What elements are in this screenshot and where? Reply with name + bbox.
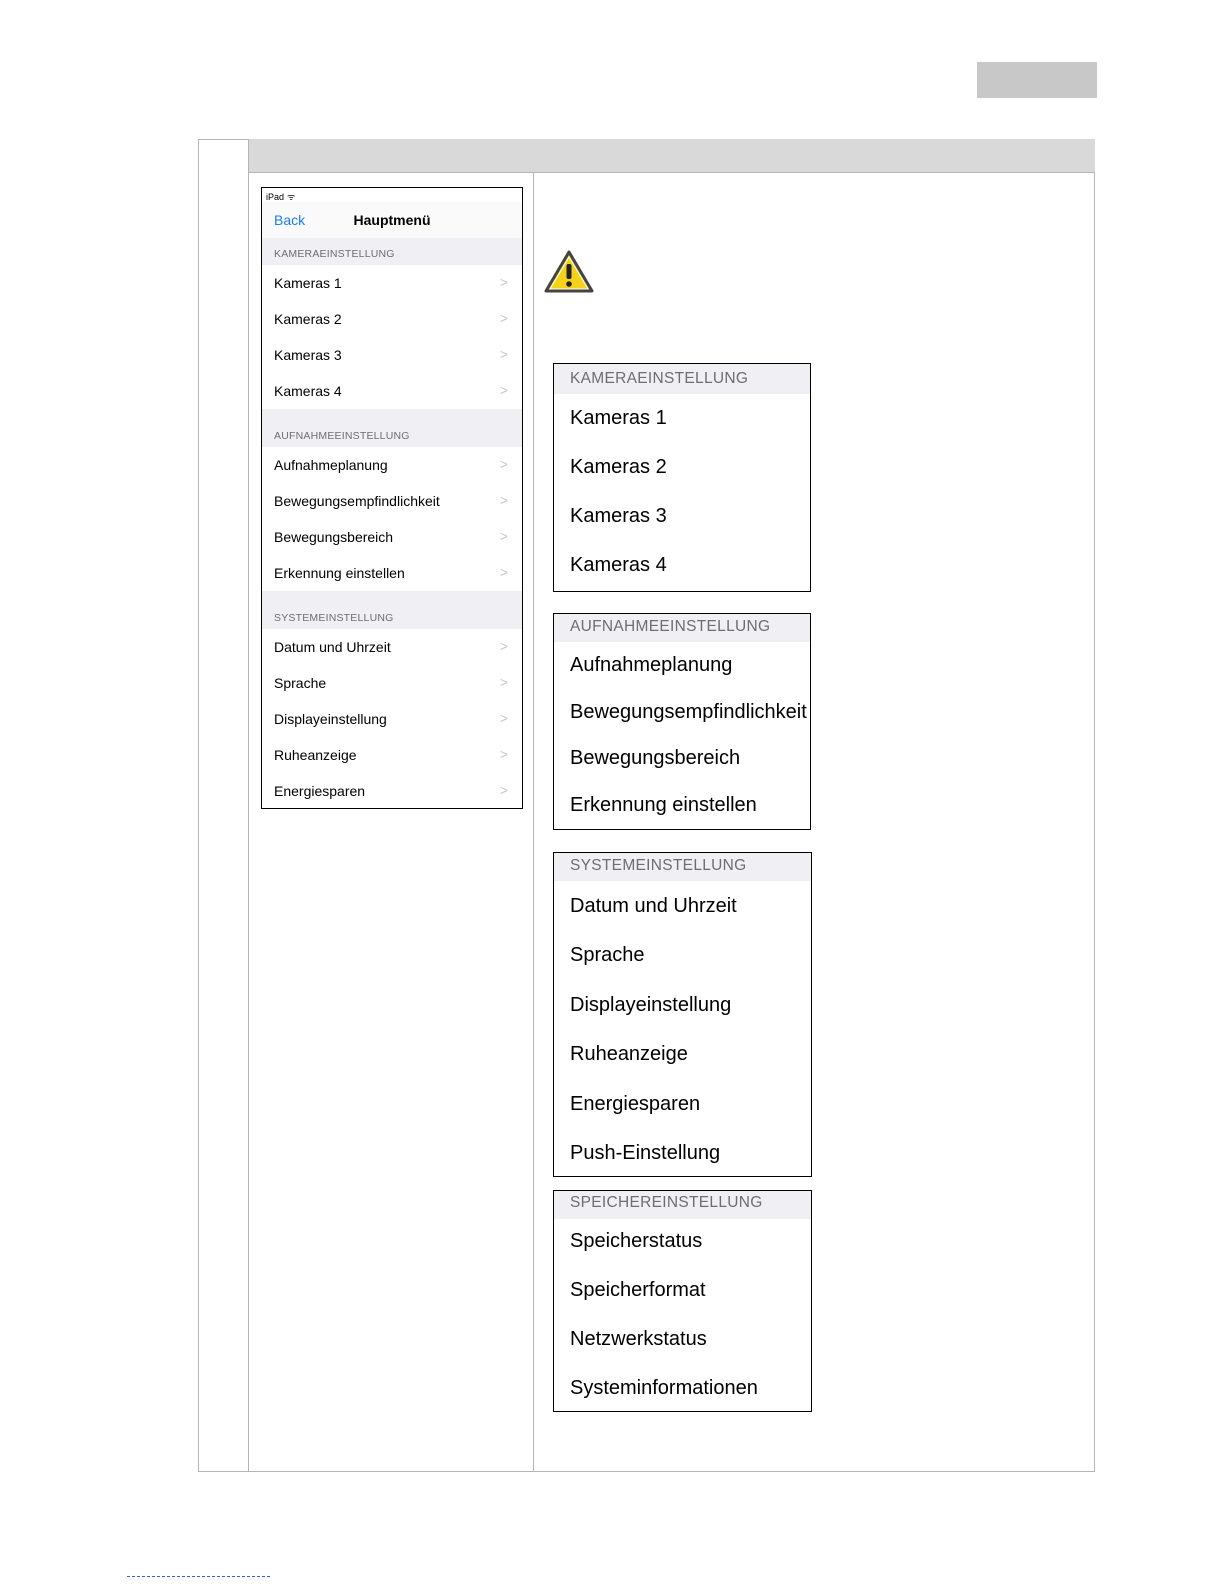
list-item[interactable] [262,519,522,555]
zoom-box-system [553,852,812,1177]
zoom-box-header-label: SYSTEMEINSTELLUNG [570,857,747,874]
section-header-label: SYSTEMEINSTELLUNG [274,612,394,624]
table-divider [248,139,249,1472]
list-item-label: Bewegungsempfindlichkeit [274,493,440,509]
zoom-item: Kameras 3 [570,505,667,527]
wifi-icon: ᯤ [287,192,296,202]
zoom-box-header-label: KAMERAEINSTELLUNG [570,370,749,387]
section-header-label: KAMERAEINSTELLUNG [274,248,395,260]
list-item-label: Bewegungsbereich [274,529,394,545]
list-item-label: Erkennung einstellen [274,565,405,581]
zoom-box-storage [553,1190,812,1412]
list-item-label: Energiesparen [274,783,366,799]
ipad-screenshot [261,187,523,809]
zoom-box-header [554,614,810,642]
zoom-box-header [554,853,811,881]
chevron-right-icon: > [499,674,508,690]
zoom-box-recording [553,613,811,830]
chevron-right-icon: > [499,564,508,580]
zoom-box-header [554,1191,811,1219]
chevron-right-icon: > [499,746,508,762]
zoom-item: Ruheanzeige [570,1043,688,1065]
chevron-right-icon: > [499,710,508,726]
chevron-right-icon: > [499,638,508,654]
chevron-right-icon: > [499,528,508,544]
list-item[interactable] [262,301,522,337]
section-header [262,591,522,629]
section-header-label: AUFNAHMEEINSTELLUNG [274,430,410,442]
list-item-label: Kameras 1 [274,275,342,291]
warning-icon [543,249,595,295]
nav-title: Hauptmenü [353,212,431,228]
zoom-item: Bewegungsempfindlichkeit [570,701,807,723]
chevron-right-icon: > [499,492,508,508]
nav-bar [262,202,522,239]
zoom-item: Displayeinstellung [570,994,732,1016]
zoom-item: Energiesparen [570,1093,701,1115]
zoom-item: Speicherformat [570,1279,706,1301]
list-item[interactable] [262,629,522,665]
zoom-box-header-label: SPEICHEREINSTELLUNG [570,1194,763,1211]
list-item[interactable] [262,483,522,519]
zoom-box-header [554,364,810,394]
list-item-label: Datum und Uhrzeit [274,639,391,655]
list-item-label: Kameras 3 [274,347,342,363]
chevron-right-icon: > [499,346,508,362]
chevron-right-icon: > [499,310,508,326]
chevron-right-icon: > [499,782,508,798]
zoom-item: Push-Einstellung [570,1142,721,1164]
zoom-item: Datum und Uhrzeit [570,895,737,917]
zoom-item: Kameras 4 [570,554,667,576]
page-corner-tab [977,62,1097,98]
list-item[interactable] [262,265,522,301]
zoom-item: Netzwerkstatus [570,1328,707,1350]
list-item-label: Aufnahmeplanung [274,457,388,473]
zoom-box-header-label: AUFNAHMEEINSTELLUNG [570,618,771,635]
zoom-box-camera [553,363,811,592]
list-item[interactable] [262,337,522,373]
list-item[interactable] [262,555,522,591]
section-header [262,238,522,265]
list-item-label: Displayeinstellung [274,711,387,727]
chevron-right-icon: > [499,382,508,398]
zoom-item: Erkennung einstellen [570,794,757,816]
list-item-label: Kameras 2 [274,311,342,327]
zoom-item: Kameras 2 [570,456,667,478]
list-item-label: Sprache [274,675,327,691]
list-item[interactable] [262,665,522,701]
zoom-item: Speicherstatus [570,1230,703,1252]
list-item[interactable] [262,773,522,809]
zoom-item: Systeminformationen [570,1377,758,1399]
zoom-item: Aufnahmeplanung [570,654,733,676]
list-item[interactable] [262,701,522,737]
zoom-item: Bewegungsbereich [570,747,741,769]
list-item[interactable] [262,447,522,483]
zoom-item: Kameras 1 [570,407,667,429]
table-header-bar [248,139,1095,173]
list-item[interactable] [262,737,522,773]
section-header [262,409,522,447]
chevron-right-icon: > [499,274,508,290]
back-button[interactable]: Back [274,212,306,228]
chevron-right-icon: > [499,456,508,472]
table-divider [533,173,534,1472]
list-item-label: Kameras 4 [274,383,342,399]
list-item-label: Ruheanzeige [274,747,357,763]
zoom-item: Sprache [570,944,645,966]
footer-link-underline [127,1576,270,1577]
status-device: iPad [266,192,285,202]
list-item[interactable] [262,373,522,409]
